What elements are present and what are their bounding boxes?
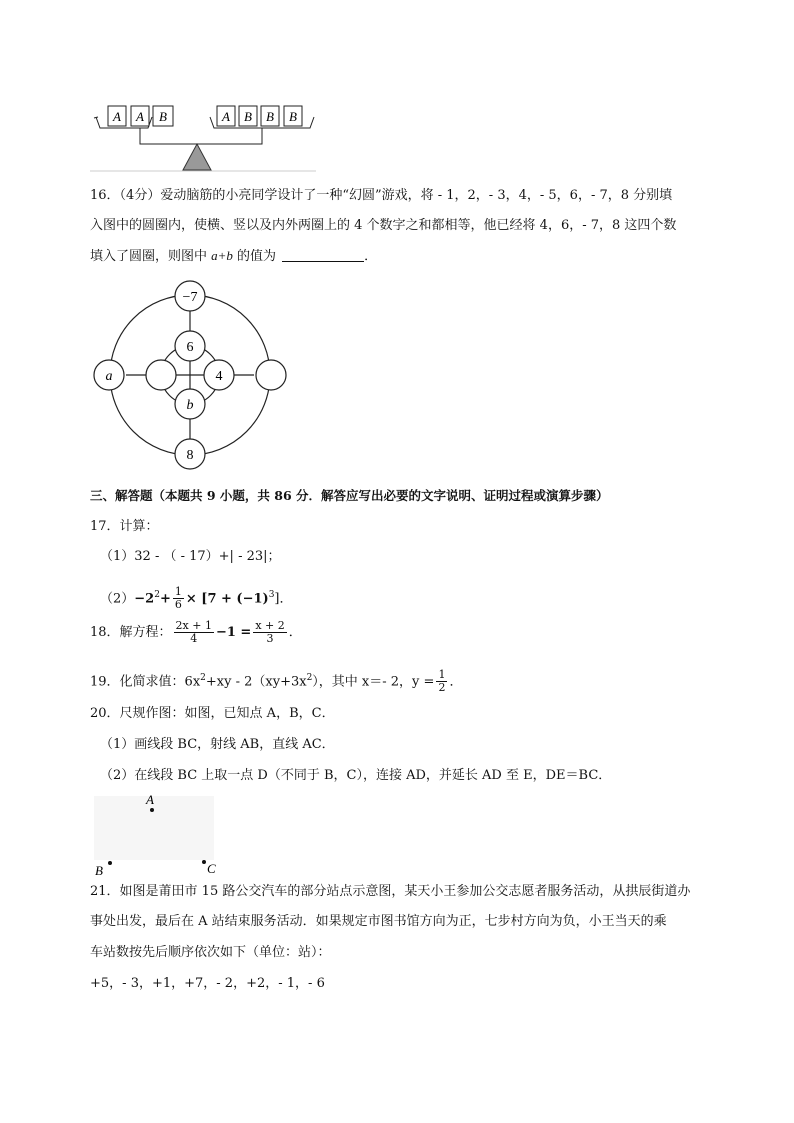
label-outer-left: a	[105, 369, 113, 384]
fulcrum-triangle	[183, 144, 211, 170]
q19-exp2: 2	[306, 673, 313, 683]
label-inner-right: 4	[215, 369, 223, 384]
right-box-1: A	[222, 109, 230, 124]
label-bottom: 8	[186, 448, 194, 463]
q16-line3-end: ．	[364, 249, 378, 264]
q18-mid: −1 =	[215, 625, 252, 640]
q19-mid: +xy - 2（xy+3x	[205, 674, 307, 690]
left-box-3: B	[159, 109, 167, 124]
q17-term: −2	[134, 591, 155, 607]
q17-rest: × [7 + (−1)	[185, 591, 269, 607]
q17-part1: （1）32 - （ - 17）+| - 23|；	[100, 549, 281, 564]
q17-frac-num: 1	[174, 585, 182, 599]
q20-part1: （1）画线段 BC，射线 AB，直线 AC．	[100, 737, 335, 752]
point-a-label: A	[146, 792, 154, 807]
point-b	[108, 861, 112, 865]
q16-line3	[90, 248, 377, 265]
right-box-4: B	[289, 109, 297, 124]
q19-tail: ），其中 x＝- 2，y =	[312, 674, 435, 690]
circle-outer-right	[256, 360, 286, 390]
label-top: −7	[182, 290, 198, 305]
q17-exp: 2	[154, 590, 160, 600]
q19-end: ．	[449, 674, 463, 690]
q19-label: 19．化简求值：6x	[90, 674, 201, 690]
point-c	[202, 860, 206, 864]
q17-exp2: 3	[268, 590, 275, 600]
q17-fraction	[173, 586, 184, 611]
q18-lden: 4	[190, 632, 198, 645]
label-inner-bottom: b	[186, 398, 194, 413]
point-b-label: B	[95, 863, 103, 878]
q18-right-fraction	[253, 620, 286, 645]
right-box-2: B	[244, 109, 252, 124]
section-3-header: 三、解答题（本题共 9 小题，共 86 分．解答应写出必要的文字说明、证明过程或演算步骤）	[90, 488, 609, 503]
q20-part2: （2）在线段 BC 上取一点 D（不同于 B，C），连接 AD，并延长 AD 至 E，DE＝BC．	[100, 768, 612, 783]
q19-fraction	[436, 669, 447, 694]
q18-rnum: x + 2	[255, 619, 285, 632]
q21-line1: 21．如图是莆田市 15 路公交汽车的部分站点示意图，某天小王参加公交志愿者服务活动，从拱辰街道办	[90, 884, 691, 899]
q17-title: 17．计算：	[90, 519, 159, 534]
q19-num: 1	[438, 668, 446, 682]
q16-line2: 入图中的圆圈内，使横、竖以及内外两圈上的 4 个数字之和都相等，他已经将 4，6，- 7，8 这四个数	[90, 218, 677, 233]
q16-line3-pre: 填入了圆圈，则图中	[90, 249, 212, 264]
q19-exp1: 2	[200, 673, 206, 683]
q21-line3: 车站数按先后顺序依次如下（单位：站）：	[90, 945, 331, 960]
q21-line4: +5，- 3，+1，+7，- 2，+2，- 1，- 6	[90, 976, 325, 991]
label-inner-top: 6	[186, 340, 194, 355]
balance-figure	[90, 100, 320, 175]
q19-expression	[90, 665, 462, 695]
answer-blank[interactable]	[282, 249, 364, 262]
q16-line1: 16．（4分）爱动脑筋的小亮同学设计了一种“幻圆”游戏，将 - 1，2，- 3，4，- 5，6，- 7，8 分别填	[90, 188, 673, 203]
point-c-label: C	[207, 861, 216, 876]
q17-plus: +	[159, 591, 171, 607]
point-a	[150, 808, 154, 812]
q16-line3-post: 的值为	[232, 249, 277, 264]
circle-inner-left	[146, 360, 176, 390]
q19-den: 2	[438, 681, 446, 695]
q17-part2	[100, 582, 293, 612]
left-box-2: A	[136, 109, 144, 124]
q18-left-fraction	[174, 620, 214, 645]
q18-rden: 3	[266, 632, 274, 645]
magic-circle-figure	[90, 280, 300, 472]
q17-end: ]．	[274, 591, 293, 607]
q18-equation	[90, 620, 302, 646]
q20-title: 20．尺规作图：如图，已知点 A，B，C．	[90, 706, 335, 721]
q17-part2-label: （2）	[100, 591, 135, 607]
points-figure	[90, 790, 230, 880]
q18-end: ．	[288, 625, 302, 640]
q18-lnum: 2x + 1	[175, 619, 212, 632]
right-box-3: B	[266, 109, 274, 124]
q18-label: 18．解方程：	[90, 625, 172, 640]
left-box-1: A	[113, 109, 121, 124]
q21-line2: 事处出发，最后在 A 站结束服务活动．如果规定市图书馆方向为正，七步村方向为负，小王当天的乘	[90, 914, 667, 929]
q17-frac-den: 6	[174, 598, 182, 612]
q16-var: a+b	[211, 248, 233, 263]
